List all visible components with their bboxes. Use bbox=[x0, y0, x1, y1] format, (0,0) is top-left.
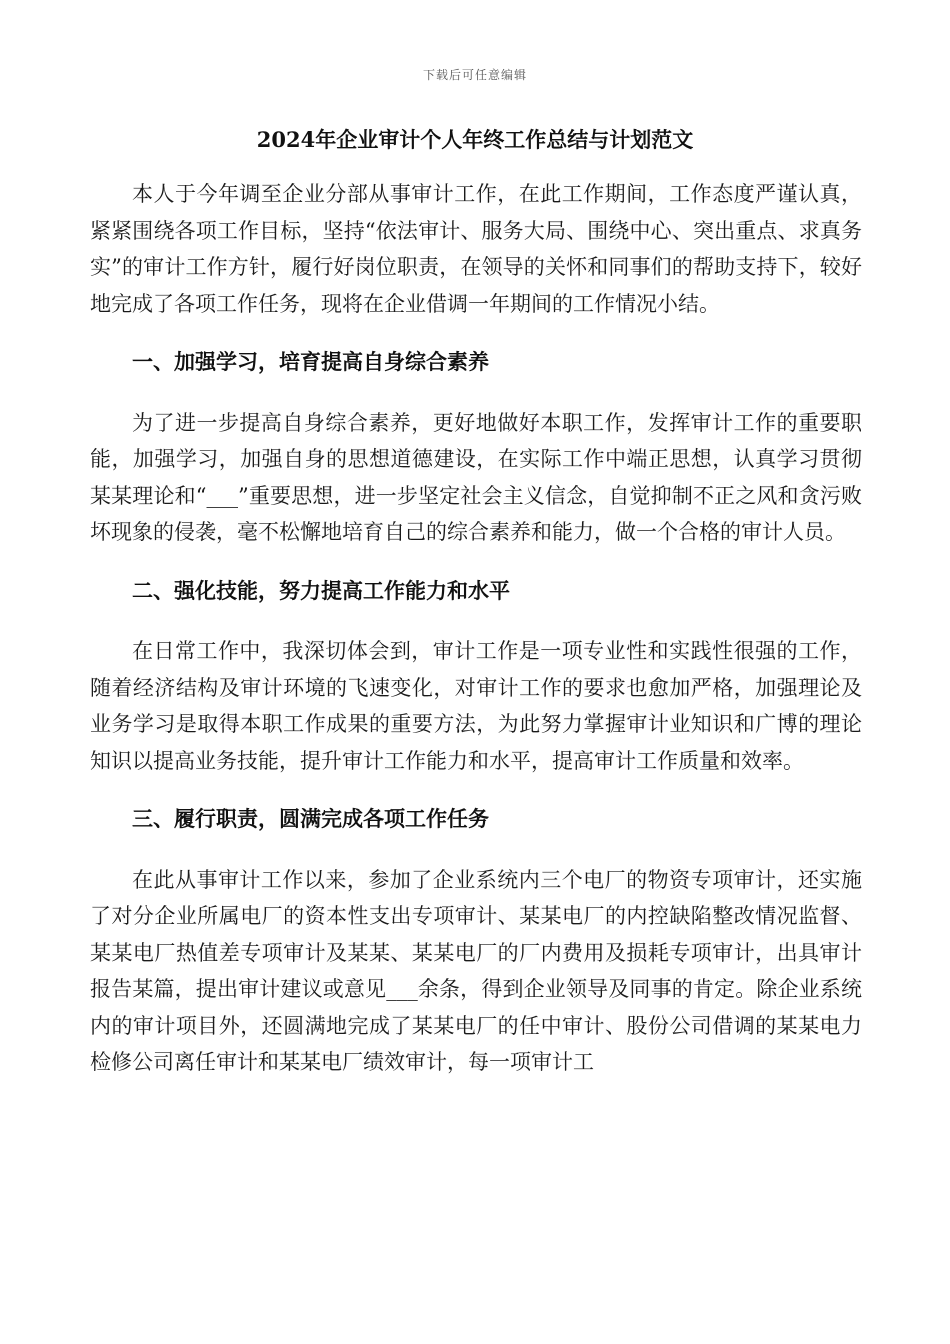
header-note: 下载后可任意编辑 bbox=[422, 68, 527, 82]
section-heading-2: 二、强化技能，努力提高工作能力和水平 bbox=[132, 577, 510, 603]
section-paragraph-1: 为了进一步提高自身综合素养，更好地做好本职工作，发挥审计工作的重要职能，加强学习，加强自身的思想道德建设，在实际工作中端正思想，认真学习贯彻某某理论和“___”重要思想，进一步坚定社会主义信念，自觉抑制不正之风和贪污败坏现象的侵袭，毫不松懈地培育自己的综合素养和能力，做一个合格的审计人员。 bbox=[90, 410, 862, 544]
document-title: 2024年企业审计个人年终工作总结与计划范文 bbox=[256, 127, 694, 152]
section-paragraph-3: 在此从事审计工作以来，参加了企业系统内三个电厂的物资专项审计，还实施了对分企业所属电厂的资本性支出专项审计、某某电厂的内控缺陷整改情况监督、某某电厂热值差专项审计及某某、某某电厂的厂内费用及损耗专项审计，出具审计报告某篇，提出审计建议或意见___余条，得到企业领导及同事的肯定。除企业系统内的审计项目外，还圆满地完成了某某电厂的任中审计、股份公司借调的某某电力检修公司离任审计和某某电厂绩效审计，每一项审计工 bbox=[90, 867, 862, 1074]
intro-paragraph: 本人于今年调至企业分部从事审计工作，在此工作期间，工作态度严谨认真，紧紧围绕各项工作目标，坚持“依法审计、服务大局、围绕中心、突出重点、求真务实”的审计工作方针，履行好岗位职责，在领导的关怀和同事们的帮助支持下，较好地完成了各项工作任务，现将在企业借调一年期间的工作情况小结。 bbox=[90, 182, 862, 316]
section-heading-3: 三、履行职责，圆满完成各项工作任务 bbox=[132, 806, 489, 831]
document-body bbox=[90, 176, 862, 1081]
section-heading-1: 一、加强学习，培育提高自身综合素养 bbox=[132, 349, 489, 374]
section-paragraph-2: 在日常工作中，我深切体会到，审计工作是一项专业性和实践性很强的工作，随着经济结构及审计环境的飞速变化，对审计工作的要求也愈加严格，加强理论及业务学习是取得本职工作成果的重要方法，为此努力掌握审计业知识和广博的理论知识以提高业务技能，提升审计工作能力和水平，提高审计工作质量和效率。 bbox=[90, 639, 862, 773]
